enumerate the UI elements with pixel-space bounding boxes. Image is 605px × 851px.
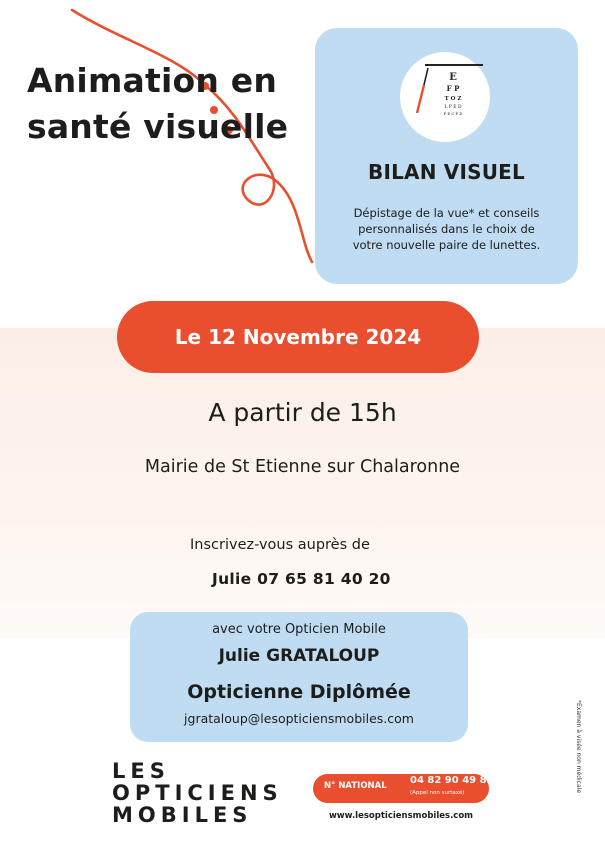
- bilan-desc-line: Dépistage de la vue* et conseils: [353, 206, 540, 220]
- optician-role: Opticienne Diplômée: [187, 681, 411, 703]
- logo-line: OPTICIENS: [112, 781, 283, 805]
- event-time: A partir de 15h: [208, 398, 397, 427]
- title-line: santé visuelle: [27, 107, 289, 146]
- bilan-desc-line: votre nouvelle paire de lunettes.: [352, 238, 541, 252]
- brand-logo: [112, 760, 283, 826]
- logo-line: LES: [112, 759, 170, 783]
- event-place: Mairie de St Etienne sur Chalaronne: [144, 457, 461, 477]
- title-line: Animation en: [27, 61, 278, 100]
- optician-email[interactable]: jgrataloup@lesopticiensmobiles.com: [184, 711, 414, 726]
- national-label: N° NATIONAL: [324, 781, 387, 791]
- eye-chart-row: E: [449, 72, 457, 83]
- event-date: Le 12 Novembre 2024: [174, 325, 422, 349]
- contact-phone[interactable]: Julie 07 65 81 40 20: [212, 570, 391, 588]
- bilan-title: BILAN VISUEL: [368, 160, 525, 184]
- national-number[interactable]: 04 82 90 49 82: [410, 775, 494, 786]
- optician-name: Julie GRATALOUP: [218, 646, 380, 666]
- bilan-desc-line: personnalisés dans le choix de: [358, 222, 535, 236]
- national-note: (Appel non surtaxé): [410, 790, 465, 796]
- bilan-description: [325, 205, 568, 253]
- page-title: [27, 58, 288, 150]
- register-text: Inscrivez-vous auprès de: [190, 537, 370, 553]
- logo-line: MOBILES: [112, 803, 253, 827]
- eye-chart-row: T O Z: [444, 96, 462, 102]
- optician-intro: avec votre Opticien Mobile: [212, 622, 386, 637]
- website-link[interactable]: www.lesopticiensmobiles.com: [328, 811, 474, 821]
- eye-chart-icon: [417, 65, 483, 116]
- eye-chart-row: P E C F D: [443, 111, 463, 116]
- side-footnote: *Examen à visée non médicale: [575, 700, 582, 794]
- eye-chart-row: F P: [446, 84, 460, 93]
- eye-chart-row: L P E D: [444, 105, 462, 110]
